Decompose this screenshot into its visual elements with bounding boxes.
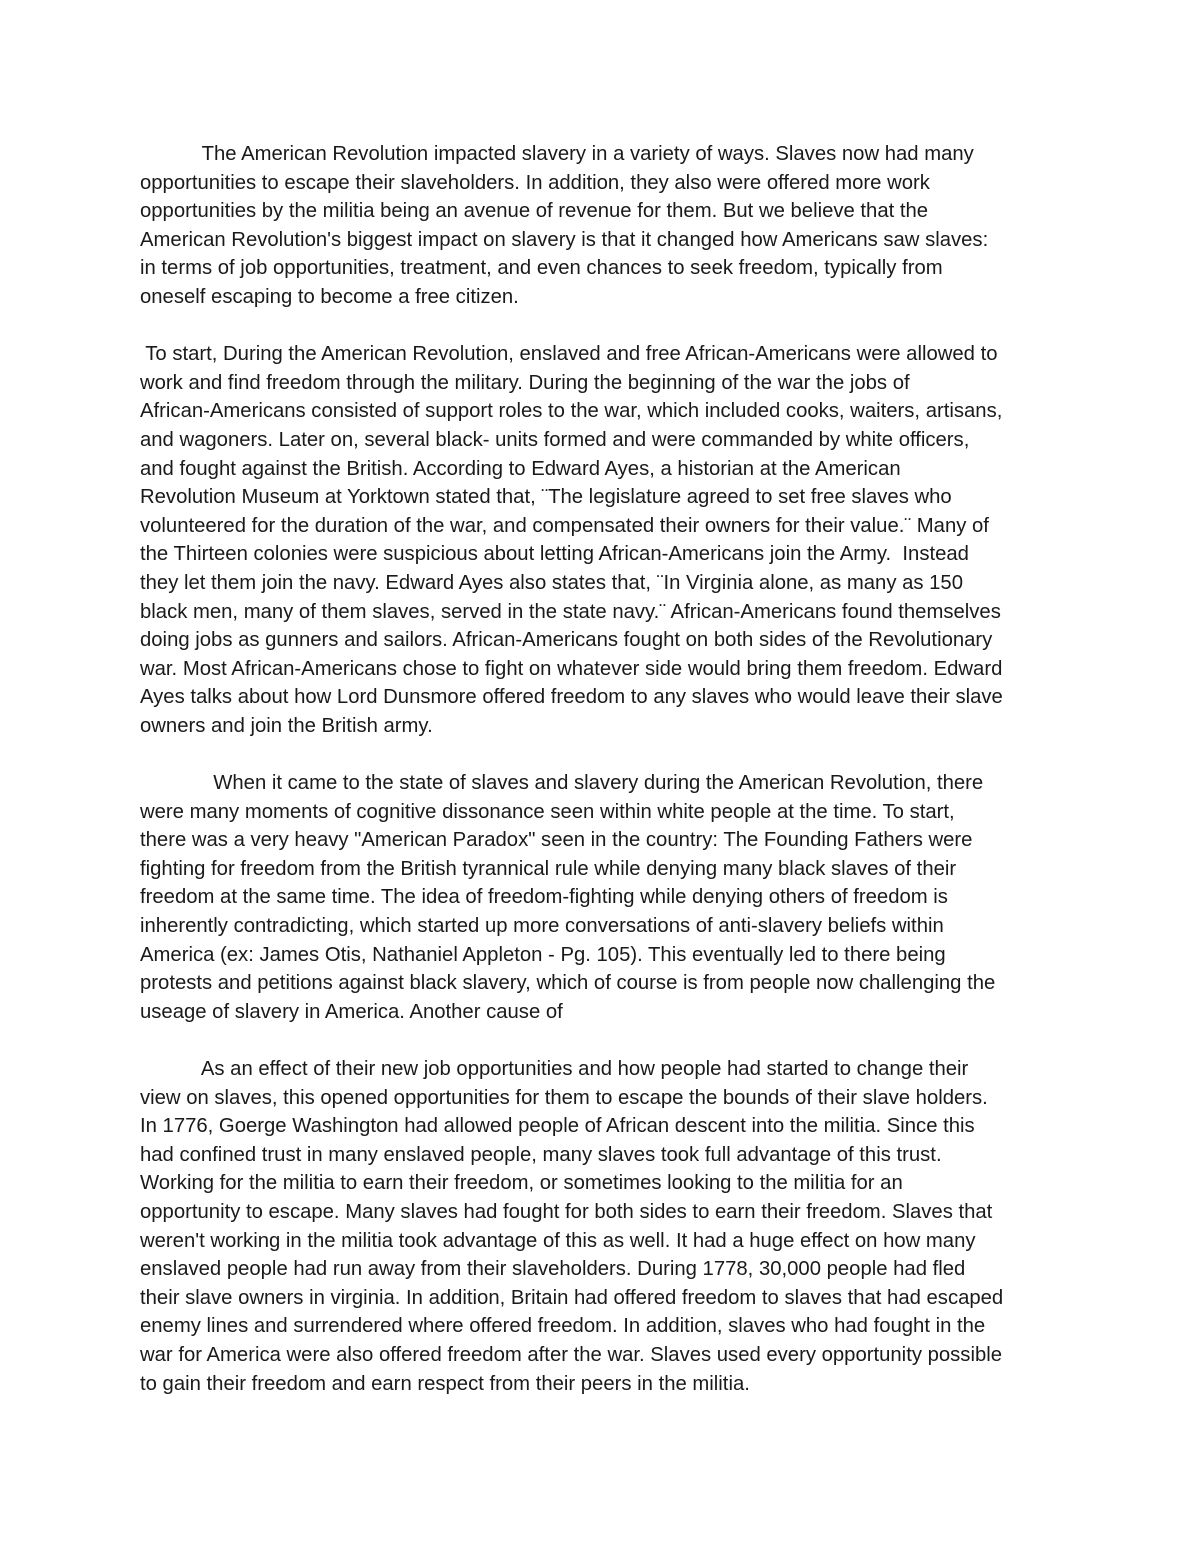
text-line: The American Revolution impacted slavery in a variety of ways. Slaves now had many xyxy=(140,143,974,165)
text-line: war for America were also offered freedom after the war. Slaves used every opportunity possible xyxy=(140,1343,1003,1366)
text-line: doing jobs as gunners and sailors. African-Americans fought on both sides of the Revolutionary xyxy=(140,629,993,652)
text-line: fighting for freedom from the British tyrannical rule while denying many black slaves of their xyxy=(140,857,957,880)
text-line: and wagoners. Later on, several black- units formed and were commanded by white officers, xyxy=(140,428,970,451)
text-line: protests and petitions against black slavery, which of course is from people now challenging the xyxy=(140,972,996,995)
text-line: war. Most African-Americans chose to fight on whatever side would bring them freedom. Edward xyxy=(140,657,1003,680)
text-line: Revolution Museum at Yorktown stated that, ¨The legislature agreed to set free slaves who xyxy=(140,486,952,509)
text-line: weren't working in the militia took advantage of this as well. It had a huge effect on how many xyxy=(140,1229,976,1252)
text-line: view on slaves, this opened opportunities for them to escape the bounds of their slave holders. xyxy=(140,1086,988,1109)
text-line: opportunities by the militia being an avenue of revenue for them. But we believe that the xyxy=(140,200,929,223)
paragraph xyxy=(140,140,1070,312)
paragraph-spacer xyxy=(140,1026,1070,1055)
paragraph xyxy=(140,340,1070,740)
text-line: enslaved people had run away from their slaveholders. During 1778, 30,000 people had fled xyxy=(140,1258,966,1281)
document-body xyxy=(140,140,1070,1398)
text-line: African-Americans consisted of support roles to the war, which included cooks, waiters, artisans, xyxy=(140,400,1003,423)
text-line: useage of slavery in America. Another cause of xyxy=(140,1000,563,1023)
text-line: black men, many of them slaves, served in the state navy.¨ African-Americans found themselves xyxy=(140,600,1001,623)
text-line: and fought against the British. According to Edward Ayes, a historian at the American xyxy=(140,457,901,480)
text-line: owners and join the British army. xyxy=(140,714,433,737)
paragraph-spacer xyxy=(140,740,1070,769)
text-line: enemy lines and surrendered where offered freedom. In addition, slaves who had fought in the xyxy=(140,1315,986,1338)
text-line: In 1776, Goerge Washington had allowed people of African descent into the militia. Since this xyxy=(140,1115,975,1138)
text-line: had confined trust in many enslaved people, many slaves took full advantage of this trust. xyxy=(140,1143,942,1166)
text-line: When it came to the state of slaves and slavery during the American Revolution, there xyxy=(140,772,984,795)
text-line: work and find freedom through the military. During the beginning of the war the jobs of xyxy=(140,371,910,394)
text-line: Ayes talks about how Lord Dunsmore offered freedom to any slaves who would leave their slave xyxy=(140,686,1003,709)
text-line: freedom at the same time. The idea of freedom-fighting while denying others of freedom is xyxy=(140,886,948,909)
text-line: opportunities to escape their slaveholders. In addition, they also were offered more work xyxy=(140,171,930,194)
text-line: they let them join the navy. Edward Ayes also states that, ¨In Virginia alone, as many as 150 xyxy=(140,571,963,594)
text-line: oneself escaping to become a free citizen. xyxy=(140,285,519,308)
text-line: there was a very heavy "American Paradox" seen in the country: The Founding Fathers were xyxy=(140,829,973,852)
text-line: American Revolution's biggest impact on slavery is that it changed how Americans saw slaves: xyxy=(140,228,989,251)
text-line: As an effect of their new job opportunities and how people had started to change their xyxy=(140,1058,969,1080)
text-line: the Thirteen colonies were suspicious about letting African-Americans join the Army. Instead xyxy=(140,543,969,566)
paragraph xyxy=(140,769,1070,1026)
text-line: in terms of job opportunities, treatment, and even chances to seek freedom, typically from xyxy=(140,257,943,280)
text-line: their slave owners in virginia. In addition, Britain had offered freedom to slaves that had escaped xyxy=(140,1286,1004,1309)
text-line: volunteered for the duration of the war, and compensated their owners for their value.¨ Many of xyxy=(140,514,989,537)
paragraph-spacer xyxy=(140,312,1070,341)
text-line: To start, During the American Revolution, enslaved and free African-Americans were allowed to xyxy=(140,343,998,366)
text-line: opportunity to escape. Many slaves had fought for both sides to earn their freedom. Slaves that xyxy=(140,1200,993,1223)
text-line: to gain their freedom and earn respect from their peers in the militia. xyxy=(140,1372,750,1395)
text-line: America (ex: James Otis, Nathaniel Appleton - Pg. 105). This eventually led to there being xyxy=(140,943,946,966)
paragraph xyxy=(140,1055,1070,1398)
text-line: Working for the militia to earn their freedom, or sometimes looking to the militia for an xyxy=(140,1172,903,1195)
text-line: were many moments of cognitive dissonance seen within white people at the time. To start, xyxy=(140,800,955,823)
text-line: inherently contradicting, which started up more conversations of anti-slavery beliefs within xyxy=(140,915,944,938)
